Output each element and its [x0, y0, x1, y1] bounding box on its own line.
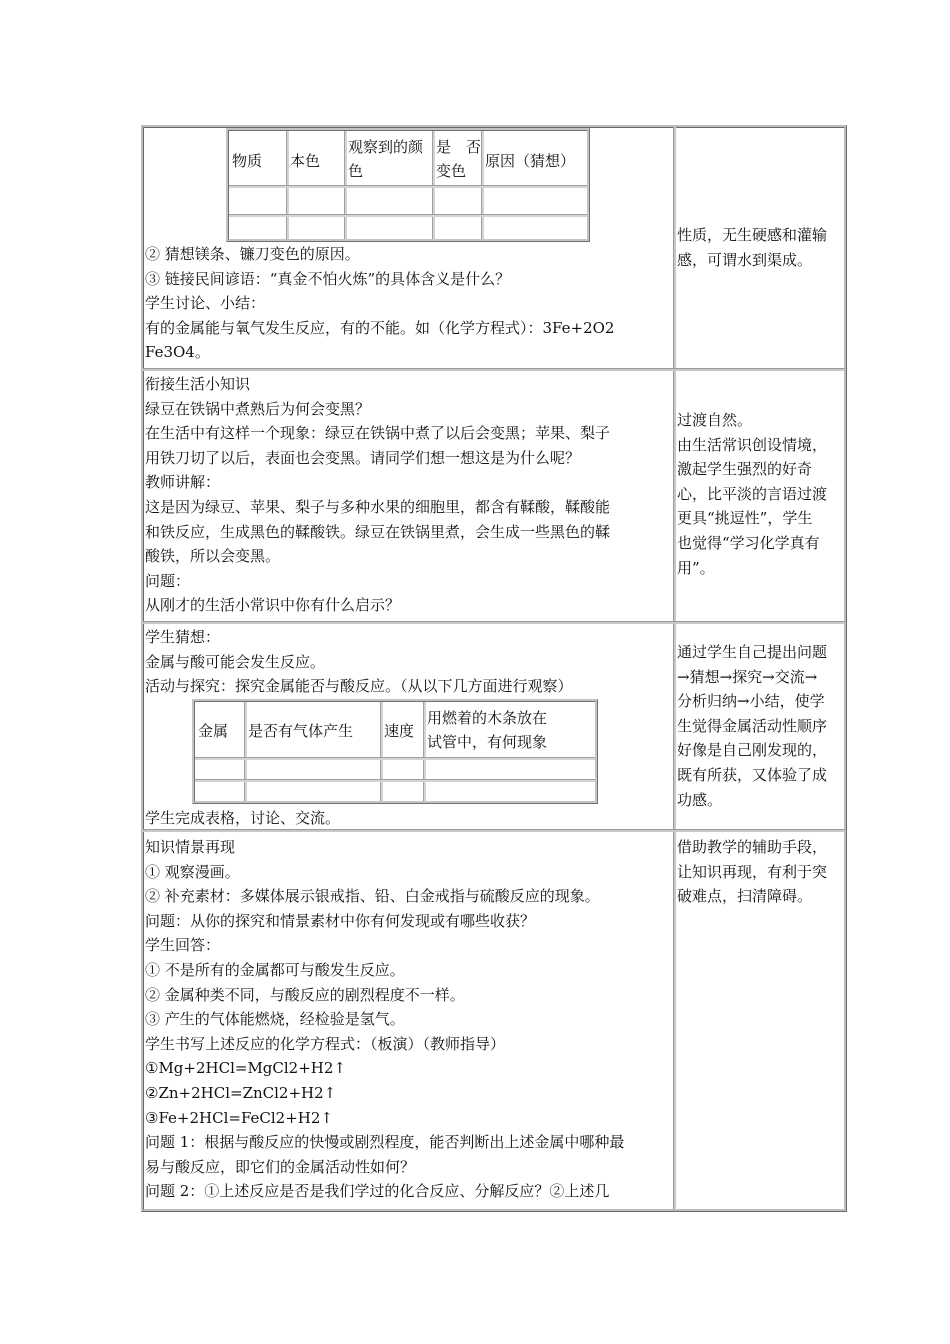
text-line: 用铁刀切了以后，表面也会变黑。请同学们想一想这是为什么呢？ [145, 448, 581, 467]
row1-content [145, 242, 673, 365]
table-header-observed-color: 观察到的颜 [348, 138, 424, 156]
table-header-changed: 是 否 [436, 138, 482, 156]
table-header-changed-2: 变色 [436, 162, 467, 180]
row3-content-top [145, 625, 673, 699]
text-line: ③ 链接民间谚语：“真金不怕火炼”的具体含义是什么？ [145, 269, 511, 288]
row-divider [143, 621, 845, 624]
table-header-speed: 速度 [384, 722, 415, 740]
text-line: 也觉得“学习化学真有 [677, 533, 820, 552]
row3-commentary [677, 640, 847, 812]
table-header-gas: 是否有气体产生 [248, 722, 354, 740]
text-line: 感，可谓水到渠成。 [677, 250, 813, 269]
equation-line: ①Mg+2HCl=MgCl2+H2↑ [145, 1059, 346, 1078]
text-line: ① 观察漫画。 [145, 862, 240, 881]
text-line: 和铁反应，生成黑色的鞣酸铁。绿豆在铁锅里煮，会生成一些黑色的鞣 [145, 522, 611, 541]
text-line: 既有所获，又体验了成 [677, 765, 828, 784]
text-line: 知识情景再现 [145, 838, 236, 856]
text-line: ② 金属种类不同，与酸反应的剧烈程度不一样。 [145, 985, 465, 1004]
text-line: 分析归纳→小结，使学 [677, 692, 825, 711]
text-line: 好像是自己刚发现的， [677, 741, 828, 760]
text-line: 更具“挑逗性”，学生 [677, 509, 813, 528]
text-line: 学生书写上述反应的化学方程式：（板演）（教师指导） [145, 1034, 506, 1053]
text-line: 教师讲解： [145, 473, 221, 492]
text-line: 易与酸反应，即它们的金属活动性如何？ [145, 1157, 416, 1176]
table-header-reason: 原因（猜想） [485, 152, 576, 170]
equation-line: ③Fe+2HCl=FeCl2+H2↑ [145, 1108, 333, 1127]
observation-table [226, 128, 590, 242]
table-header-original-color: 本色 [290, 152, 321, 170]
text-line: 通过学生自己提出问题 [677, 643, 828, 661]
text-line: 用”。 [677, 558, 715, 577]
text-line: 绿豆在铁锅中煮熟后为何会变黑？ [145, 399, 371, 418]
row-divider [143, 368, 845, 371]
table-header-phenomenon: 用燃着的木条放在 [427, 709, 548, 727]
row4-commentary [677, 835, 847, 909]
text-line: 活动与探究：探究金属能否与酸反应。（从以下几方面进行观察） [145, 677, 573, 696]
text-line: Fe3O4。 [145, 343, 210, 362]
table-header-substance: 物质 [232, 152, 263, 170]
row3-content-bottom [145, 806, 673, 831]
column-divider [673, 127, 676, 1210]
row2-content [145, 372, 673, 618]
text-line: 学生猜想： [145, 628, 221, 646]
text-line: 性质，无生硬感和灌输 [677, 226, 828, 244]
text-line: 问题 1：根据与酸反应的快慢或剧烈程度，能否判断出上述金属中哪种最 [145, 1133, 625, 1152]
text-line: 金属与酸可能会发生反应。 [145, 652, 326, 671]
text-line: 有的金属能与氧气发生反应，有的不能。如（化学方程式）：3Fe+2O2 [145, 318, 615, 337]
equation-line: ②Zn+2HCl=ZnCl2+H2↑ [145, 1083, 337, 1102]
row4-content [145, 835, 673, 1204]
text-line: 让知识再现，有利于突 [677, 862, 828, 881]
text-line: ① 不是所有的金属都可与酸发生反应。 [145, 960, 405, 979]
text-line: 在生活中有这样一个现象：绿豆在铁锅中煮了以后会变黑；苹果、梨子 [145, 424, 611, 443]
metal-acid-table [192, 699, 598, 804]
table-header-observed-color-2: 色 [348, 162, 364, 180]
table-header-metal: 金属 [198, 722, 229, 740]
text-line: 由生活常识创设情境， [677, 435, 828, 454]
text-line: 问题 2：①上述反应是否是我们学过的化合反应、分解反应？②上述几 [145, 1182, 610, 1201]
table-header-phenomenon-2: 试管中，有何现象 [427, 733, 548, 751]
text-line: 衔接生活小知识 [145, 375, 251, 393]
text-line: 借助教学的辅助手段， [677, 838, 828, 856]
text-line: 过渡自然。 [677, 411, 753, 429]
text-line: 生觉得金属活动性顺序 [677, 716, 828, 735]
text-line: 问题： [145, 571, 191, 590]
text-line: 问题：从你的探究和情景素材中你有何发现或有哪些收获？ [145, 911, 536, 930]
text-line: ② 猜想镁条、镰刀变色的原因。 [145, 245, 360, 263]
text-line: 从刚才的生活小常识中你有什么启示？ [145, 596, 401, 615]
text-line: 心，比平淡的言语过渡 [677, 484, 828, 503]
text-line: 酸铁，所以会变黑。 [145, 547, 281, 566]
text-line: ② 补充素材：多媒体展示银戒指、铅、白金戒指与硫酸反应的现象。 [145, 887, 600, 906]
text-line: ③ 产生的气体能燃烧，经检验是氢气。 [145, 1010, 405, 1029]
text-line: 学生回答： [145, 936, 221, 955]
text-line: 学生完成表格，讨论、交流。 [145, 809, 341, 827]
text-line: 这是因为绿豆、苹果、梨子与多种水果的细胞里，都含有鞣酸，鞣酸能 [145, 497, 611, 516]
text-line: 破难点，扫清障碍。 [677, 887, 813, 906]
row2-commentary [677, 408, 847, 580]
text-line: 激起学生强烈的好奇 [677, 460, 813, 479]
text-line: 功感。 [677, 790, 723, 809]
row1-commentary [677, 223, 847, 272]
text-line: →猜想→探究→交流→ [677, 667, 818, 686]
text-line: 学生讨论、小结： [145, 294, 266, 313]
